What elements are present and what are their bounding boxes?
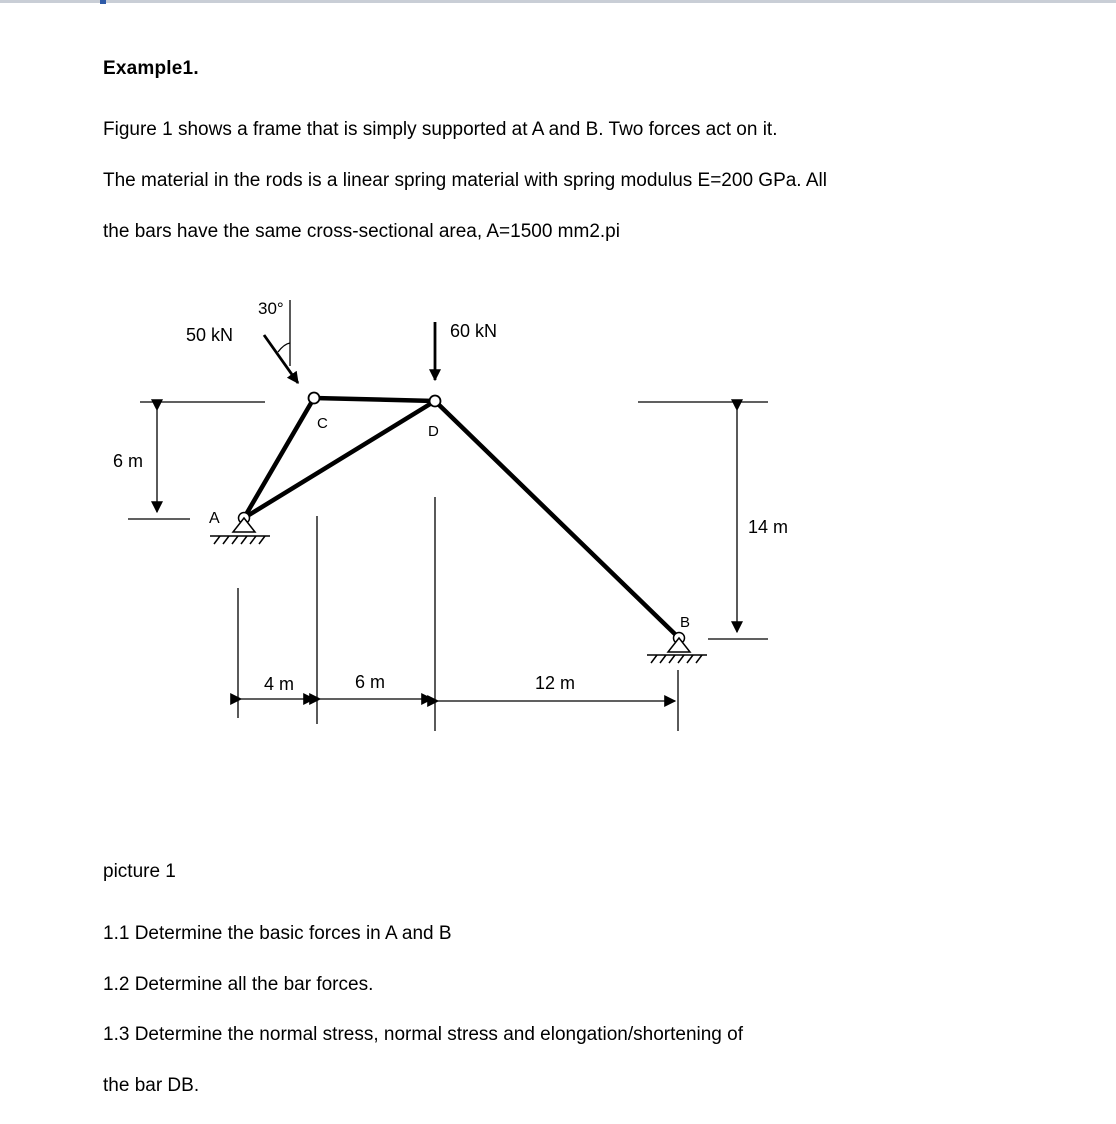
force-50kn-label: 50 kN [186, 325, 234, 345]
dimension-span-ac-label: 4 m [264, 674, 295, 694]
force-50kn [186, 299, 298, 383]
member-ad [244, 401, 435, 518]
dimension-span-db-label: 12 m [535, 673, 576, 693]
joint-d-pin [430, 396, 441, 407]
joint-label-d: D [428, 423, 439, 440]
force-50kn-angle-label: 30° [258, 299, 284, 318]
dimension-height-left-label: 6 m [113, 451, 144, 471]
figure-caption: picture 1 [103, 861, 176, 882]
truss-members [244, 398, 679, 638]
force-60kn-label: 60 kN [450, 321, 498, 341]
force-60kn [435, 321, 497, 380]
member-db [435, 401, 679, 638]
support-a-triangle [233, 518, 255, 532]
question-1-1: 1.1 Determine the basic forces in A and B [103, 923, 452, 944]
dimension-spans [238, 497, 678, 731]
dimension-height-left [128, 402, 265, 519]
intro-line-1: Figure 1 shows a frame that is simply supported at A and B. Two forces act on it. [103, 119, 778, 140]
joint-label-c: C [317, 415, 328, 432]
joint-label-b: B [680, 614, 691, 631]
joint-c-pin [309, 393, 320, 404]
support-a-hatch [214, 536, 265, 544]
intro-line-2: The material in the rods is a linear spring material with spring modulus E=200 GPa. All [103, 170, 827, 191]
dimension-height-right-label: 14 m [748, 517, 789, 537]
member-cd [314, 398, 435, 401]
member-ac [244, 398, 314, 518]
joint-label-a: A [209, 510, 220, 527]
question-1-2: 1.2 Determine all the bar forces. [103, 974, 374, 995]
example-title: Example1. [103, 58, 199, 79]
support-b-triangle [668, 638, 690, 652]
force-50kn-arrow [264, 335, 298, 383]
dimension-span-cd-label: 6 m [355, 672, 386, 692]
question-1-3: 1.3 Determine the normal stress, normal stress and elongation/shortening of [103, 1024, 743, 1045]
support-b-hatch [651, 655, 702, 663]
intro-line-3: the bars have the same cross-sectional area, A=1500 mm2.pi [103, 221, 620, 242]
force-50kn-angle-arc [278, 343, 290, 352]
support-b [647, 633, 707, 664]
question-1-3-continued: the bar DB. [103, 1075, 200, 1096]
